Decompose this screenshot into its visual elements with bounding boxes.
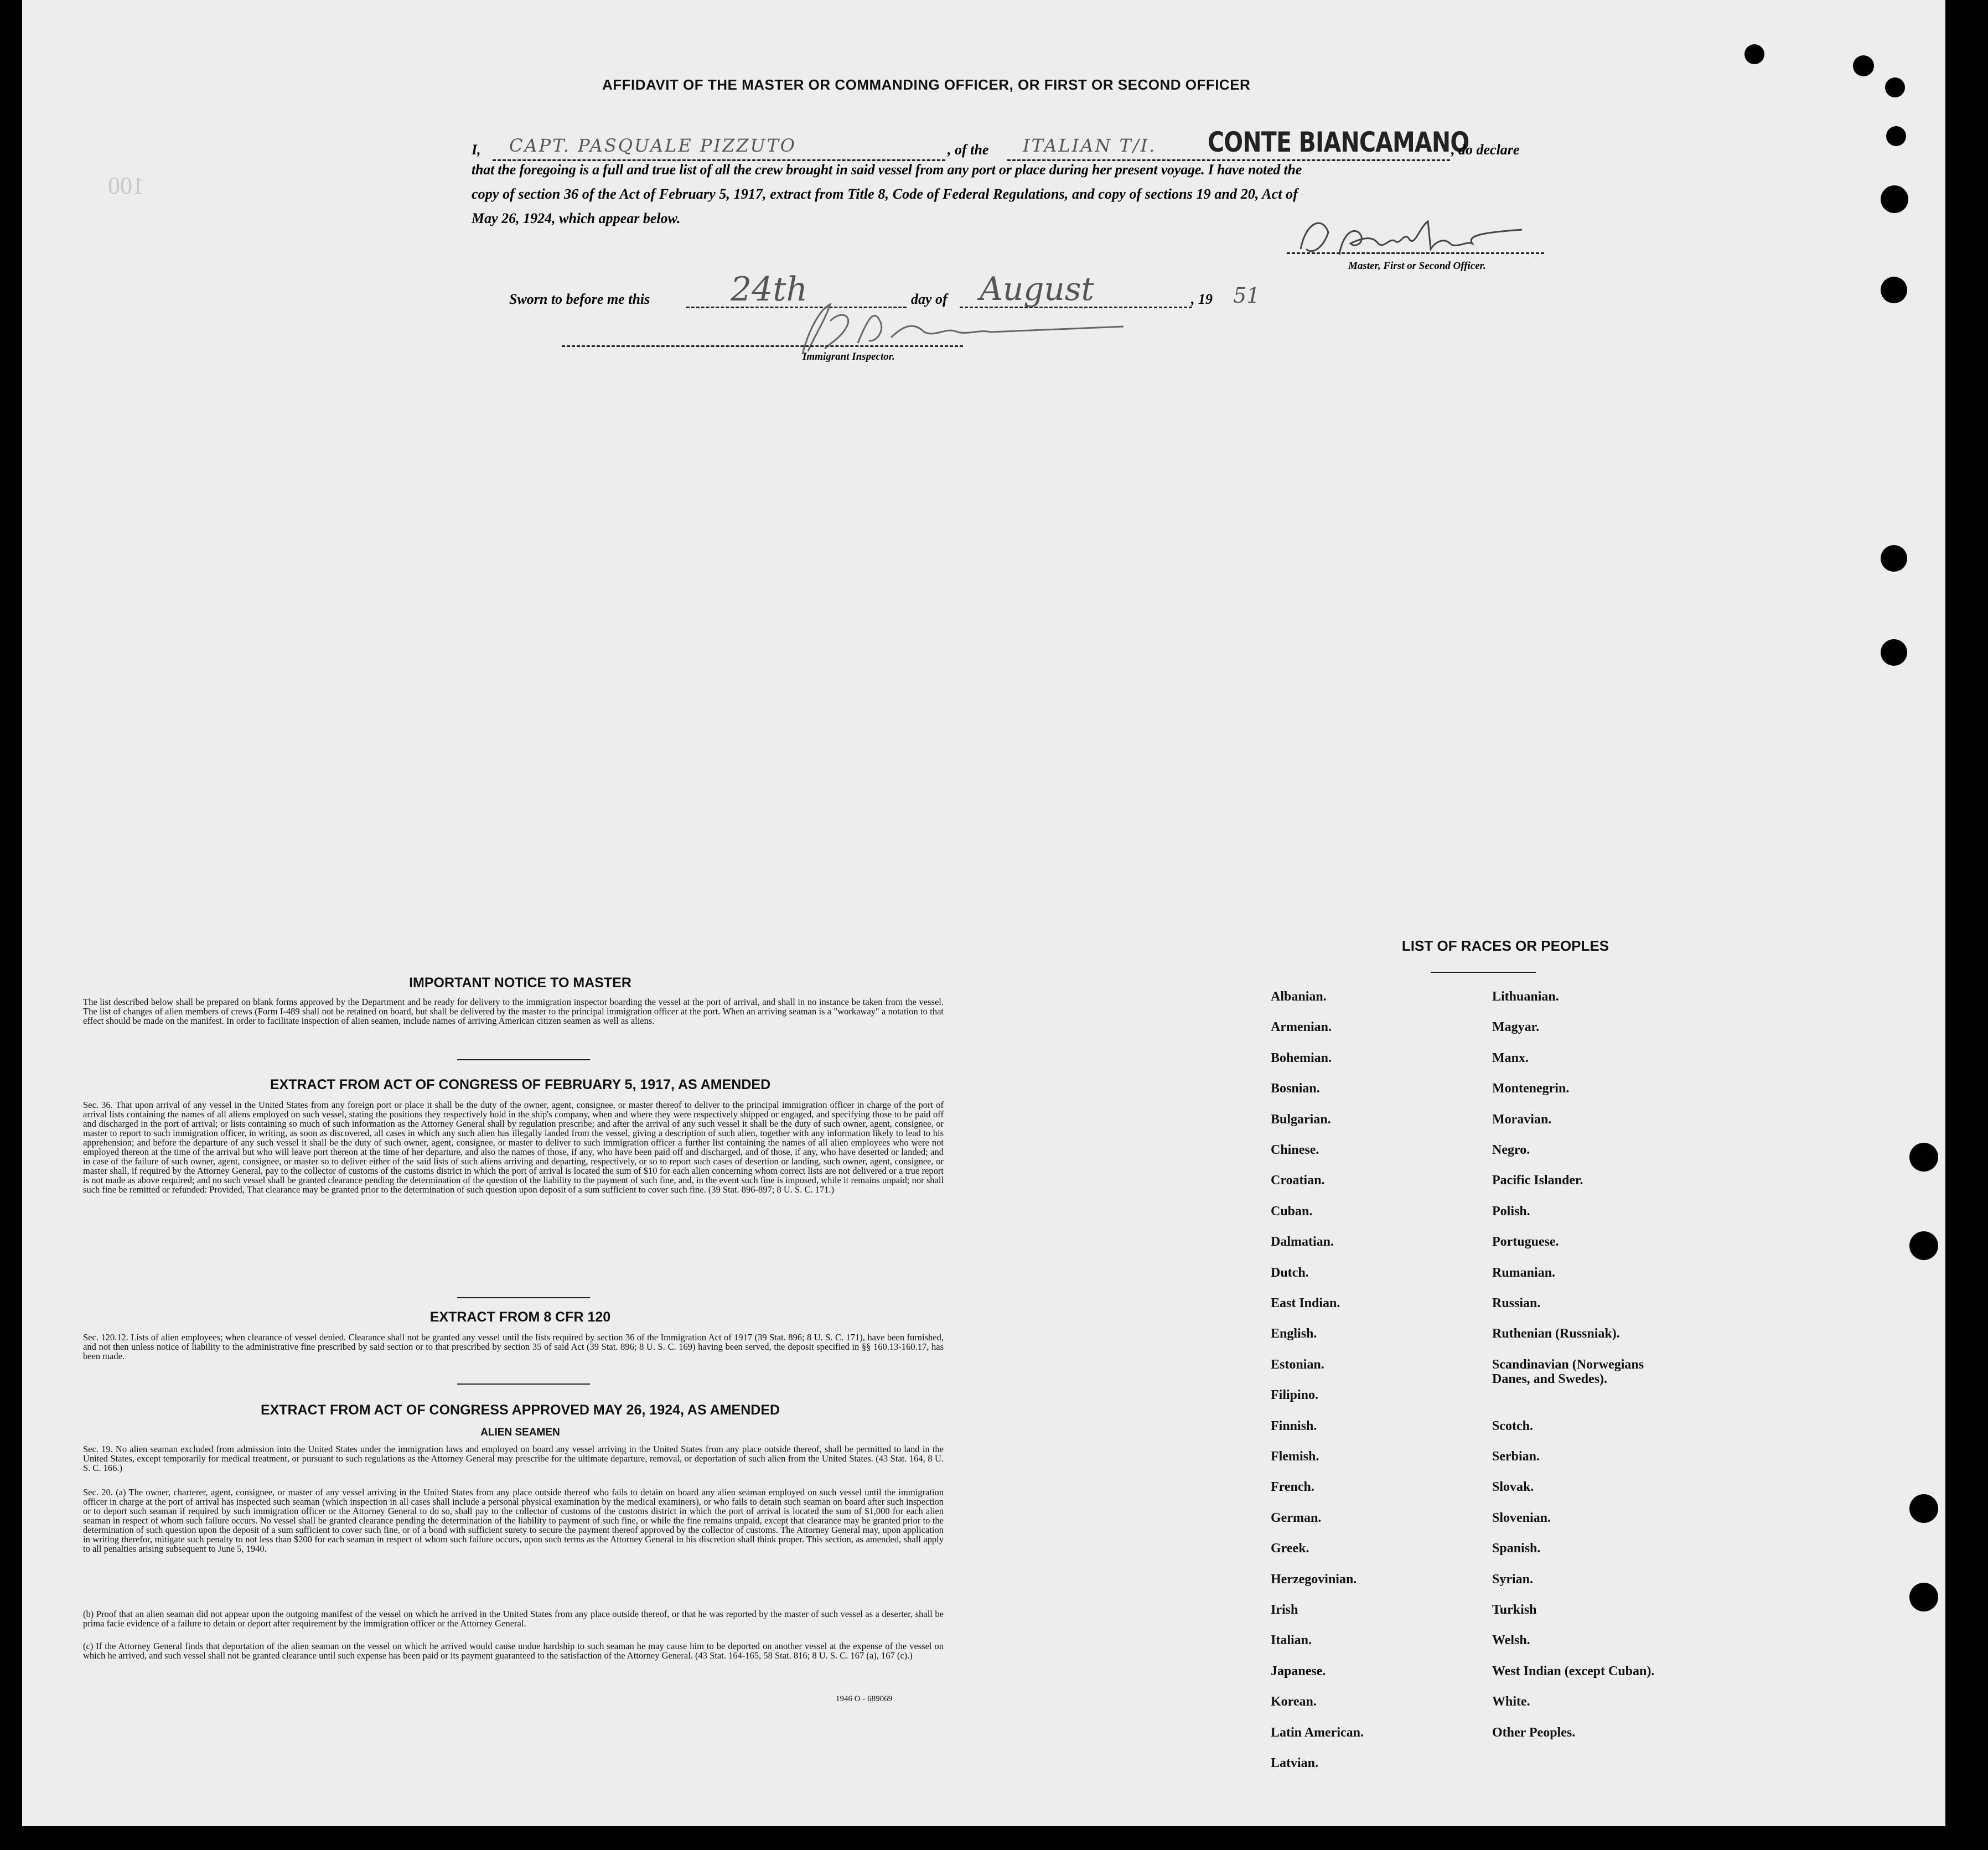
print-code: 1946 O - 689069: [836, 1694, 893, 1703]
race-item: Spanish.: [1492, 1541, 1541, 1556]
race-item: Rumanian.: [1492, 1265, 1556, 1280]
inspector-signature-line: [562, 342, 963, 347]
sworn-month-handwritten: August: [980, 270, 1094, 308]
race-item: Dutch.: [1271, 1265, 1309, 1280]
alien-seamen-subtitle: ALIEN SEAMEN: [480, 1427, 560, 1438]
divider-1: [457, 1059, 590, 1060]
document-page: [22, 0, 1945, 1826]
punch-hole: [1881, 545, 1907, 572]
race-item: Greek.: [1271, 1541, 1309, 1556]
vessel-name-stamp: CONTE BIANCAMANO: [1208, 126, 1469, 158]
race-item: Lithuanian.: [1492, 989, 1559, 1004]
extract-1924-sec20a: Sec. 20. (a) The owner, charterer, agent, consignee, or master of any vessel arriving in the United States from any place outside thereof who fails to detain on board any alien seaman employed on such vessel until the immigration officer in charge at the port of arrival has inspected such seaman (which inspection in all cases shall include a personal physical examination by the medical examiners), or who fails to detain such seaman on board after such inspection or to deport such seaman if required by such immigration officer or the Attorney General to do so, shall pay to the collector of customs of the customs district in which the port of arrival is located the sum of $1,000 for each alien seaman in respect of whom such failure occurs. No vessel shall be granted clearance pending the determination of the liability to payment of such fine, or while the fine remains unpaid, except that clearance may be granted prior to the determination of such question upon the deposit of a sum sufficient to cover such fine, or of a bond with sufficient surety to secure the payment thereof approved by the collector of customs. The Attorney General may, upon application in writing therefor, mitigate such penalty to not less than $200 for each seaman in respect of whom such failure occurs, upon such terms as the Attorney General in his discretion shall think proper. This section, as amended, shall apply to all penalties arising subsequent to June 5, 1940.: [83, 1487, 944, 1554]
vessel-type-handwritten: ITALIAN T/I.: [1023, 135, 1157, 156]
race-item: Armenian.: [1271, 1020, 1332, 1035]
extract-1917-text: Sec. 36. That upon arrival of any vessel in the United States from any foreign port or place it shall be the duty of the owner, agent, consignee, or master thereof to deliver to the principal immigration officer in charge of the port of arrival lists containing the names of all aliens employed on such vessel, stating the positions they respectively hold in the ship's company, when and where they were respectively shipped or engaged, and specifying those to be paid off and discharged in the port of arrival; or lists containing so much of such information as the Attorney General shall by regulation prescribe; and after the arrival of any such vessel it shall be the duty of such owner, agent, consignee, or master to report to such immigration officer, in writing, as soon as discovered, all cases in which any such alien has illegally landed from the vessel, giving a description of such alien, together with any information likely to lead to his apprehension; and before the departure of any such vessel it shall be the duty of such owner, agent, consignee, or master to deliver to such immigration officer a further list containing the names of all alien employees who were not employed thereon at the time of the arrival but who will leave port thereon at the time of her departure, and also the names of those, if any, who have been paid off and discharged, and of those, if any, who have deserted or landed; and in case of the failure of such owner, agent, consignee, or master so to deliver either of the said lists of such aliens arriving and departing, respectively, or so to report such cases of desertion or landing, such owner, agent, consignee, or master shall, if required by the Attorney General, pay to the collector of customs of the customs district in which the port of arrival is located the sum of $10 for each alien concerning whom correct lists are not delivered or a true report is not made as above required; and no such vessel shall be granted clearance pending the determination of the question of the liability to the payment of such fine, and, in the event such fine is imposed, while it remains unpaid; nor shall such fine be remitted or refunded: Provided, That clearance may be granted prior to the determination of such question upon deposit of a sum sufficient to cover such fine. (39 Stat. 896-897; 8 U. S. C. 171.): [83, 1100, 944, 1195]
sworn-day-handwritten: 24th: [731, 270, 808, 309]
race-item: Negro.: [1492, 1143, 1530, 1157]
punch-hole: [1909, 1583, 1938, 1611]
punch-hole: [1881, 185, 1908, 213]
day-of-label: day of: [911, 291, 948, 307]
extract-1924-sec19: Sec. 19. No alien seaman excluded from admission into the United States under the immigration laws and employed on board any vessel arriving in the United States from any place outside thereof, shall be permitted to land in the United States, except temporarily for medical treatment, or pursuant to such regulations as the Attorney General may prescribe for the ultimate departure, removal, or deportation of such alien from the United States. (43 Stat. 164, 8 U. S. C. 166.): [83, 1444, 944, 1473]
year-suffix-handwritten: 51: [1233, 283, 1260, 308]
race-item: Japanese.: [1271, 1664, 1326, 1678]
punch-hole: [1881, 639, 1907, 666]
punch-hole: [1881, 277, 1907, 303]
divider-2: [457, 1297, 590, 1298]
captain-name-handwritten: CAPT. PASQUALE PIZZUTO: [509, 135, 797, 156]
race-item: Moravian.: [1492, 1112, 1552, 1127]
race-item: West Indian (except Cuban).: [1492, 1664, 1655, 1678]
race-item: Bosnian.: [1271, 1081, 1320, 1096]
extract-1924-title: EXTRACT FROM ACT OF CONGRESS APPROVED MAY 26, 1924, AS AMENDED: [260, 1402, 780, 1418]
declaration-line-4: May 26, 1924, which appear below.: [472, 210, 681, 226]
race-item: Albanian.: [1271, 989, 1327, 1004]
year-prefix: , 19: [1191, 291, 1213, 307]
race-item: Chinese.: [1271, 1143, 1319, 1157]
race-item: Latin American.: [1271, 1725, 1364, 1740]
race-item: Herzegovinian.: [1271, 1572, 1357, 1587]
race-item: Scotch.: [1492, 1418, 1533, 1433]
margin-number: 100: [108, 172, 144, 199]
punch-hole: [1909, 1494, 1938, 1523]
race-item: Finnish.: [1271, 1418, 1317, 1433]
do-declare-label: , do declare: [1451, 142, 1520, 158]
master-caption: Master, First or Second Officer.: [1348, 260, 1486, 272]
race-item: Polish.: [1492, 1204, 1530, 1219]
race-item: Korean.: [1271, 1694, 1317, 1709]
divider-3: [457, 1383, 590, 1385]
race-item: Ruthenian (Russniak).: [1492, 1326, 1620, 1341]
master-signature: [1290, 210, 1533, 266]
declaration-line-3: copy of section 36 of the Act of February 5, 1917, extract from Title 8, Code of Federal Regulations, and copy of sections 19 and 20, Act of: [472, 186, 1298, 202]
extract-8cfr-text: Sec. 120.12. Lists of alien employees; when clearance of vessel denied. Clearance shall not be granted any vessel until the lists required by section 36 of the Immigration Act of 1917 (39 Stat. 896; 8 U. S. C. 171), have been furnished, and not then unless notice of liability to the administrative fine prescribed by said section or to that prescribed by section 35 of said Act (39 Stat. 896; 8 U. S. C. 169) having been served, the deposit specified in §§ 160.13-160.17, has been made.: [83, 1332, 944, 1361]
race-item: Dalmatian.: [1271, 1235, 1334, 1250]
race-item: Filipino.: [1271, 1388, 1319, 1403]
sworn-label: Sworn to before me this: [509, 291, 650, 307]
race-item: Latvian.: [1271, 1756, 1319, 1770]
races-title: LIST OF RACES OR PEOPLES: [1401, 937, 1609, 954]
race-item: Cuban.: [1271, 1204, 1313, 1219]
punch-hole: [1909, 1231, 1938, 1260]
declaration-line-2: that the foregoing is a full and true list of all the crew brought in said vessel from any port or place during her present voyage. I have noted the: [472, 162, 1302, 178]
extract-1924-sec20c: (c) If the Attorney General finds that deportation of the alien seaman on the vessel on which he arrived would cause undue hardship to such seaman he may cause him to be deported on another vessel at the expense of the vessel on which he arrived, and such vessel shall not be granted clearance until such expense has been paid or its payment guaranteed to the satisfaction of the Attorney General. (43 Stat. 164-165, 58 Stat. 816; 8 U. S. C. 167 (a), 167 (c).): [83, 1641, 944, 1661]
i-label: I,: [472, 142, 481, 158]
race-item: Slovenian.: [1492, 1510, 1551, 1525]
punch-hole: [1744, 44, 1764, 64]
notice-text: The list described below shall be prepared on blank forms approved by the Department and be ready for delivery to the immigration inspector boarding the vessel at the port of arrival, and shall in no instance be taken from the vessel. The list of changes of alien members of crews (Form I-489 shall not be retained on board, but shall be delivered by the master to the principal immigration officer at the port. When an arriving seaman is a "workaway" a notation to that effect should be made on the manifest. In order to facilitate inspection of alien seamen, include names of arriving American citizen seamen as well as aliens.: [83, 997, 944, 1026]
race-item: Russian.: [1492, 1296, 1541, 1310]
race-item: Montenegrin.: [1492, 1081, 1570, 1096]
of-the-label: , of the: [948, 142, 989, 158]
race-item: White.: [1492, 1694, 1530, 1709]
race-item: English.: [1271, 1326, 1317, 1341]
races-divider: [1431, 972, 1536, 973]
race-item: Croatian.: [1271, 1173, 1325, 1188]
race-item: Italian.: [1271, 1633, 1312, 1648]
race-item: Other Peoples.: [1492, 1725, 1576, 1740]
race-item: Syrian.: [1492, 1572, 1534, 1587]
race-item: Bohemian.: [1271, 1050, 1332, 1065]
race-item: Serbian.: [1492, 1449, 1540, 1464]
master-signature-line: [1287, 249, 1544, 254]
punch-hole: [1853, 55, 1874, 76]
race-item: Pacific Islander.: [1492, 1173, 1583, 1188]
race-item: East Indian.: [1271, 1296, 1340, 1310]
inspector-caption: Immigrant Inspector.: [803, 351, 895, 362]
race-item: Turkish: [1492, 1603, 1537, 1617]
punch-hole: [1909, 1143, 1938, 1172]
race-item: Bulgarian.: [1271, 1112, 1331, 1127]
punch-hole: [1886, 126, 1906, 146]
race-item: Irish: [1271, 1603, 1298, 1617]
race-item: French.: [1271, 1480, 1314, 1495]
race-item: Welsh.: [1492, 1633, 1530, 1648]
extract-1917-title: EXTRACT FROM ACT OF CONGRESS OF FEBRUARY 5, 1917, AS AMENDED: [270, 1077, 771, 1092]
extract-8cfr-title: EXTRACT FROM 8 CFR 120: [429, 1309, 611, 1325]
notice-title: IMPORTANT NOTICE TO MASTER: [409, 975, 631, 991]
race-item: Portuguese.: [1492, 1235, 1559, 1250]
extract-1924-sec20b: (b) Proof that an alien seaman did not appear upon the outgoing manifest of the vessel on which he arrived in the United States from any place outside thereof, or that he was reported by the master of such vessel as a deserter, shall be prima facie evidence of a failure to detain or deport after requirement by the immigration officer or the Attorney General.: [83, 1609, 944, 1629]
affidavit-title: AFFIDAVIT OF THE MASTER OR COMMANDING OFFICER, OR FIRST OR SECOND OFFICER: [602, 76, 1251, 93]
race-item: Estonian.: [1271, 1357, 1324, 1372]
race-item: Slovak.: [1492, 1480, 1534, 1495]
race-item: Flemish.: [1271, 1449, 1319, 1464]
punch-hole: [1885, 77, 1905, 97]
race-item: German.: [1271, 1510, 1322, 1525]
race-item: Scandinavian (Norwegians Danes, and Swedes).: [1492, 1357, 1644, 1386]
race-item: Magyar.: [1492, 1020, 1540, 1035]
race-item: Manx.: [1492, 1050, 1529, 1065]
